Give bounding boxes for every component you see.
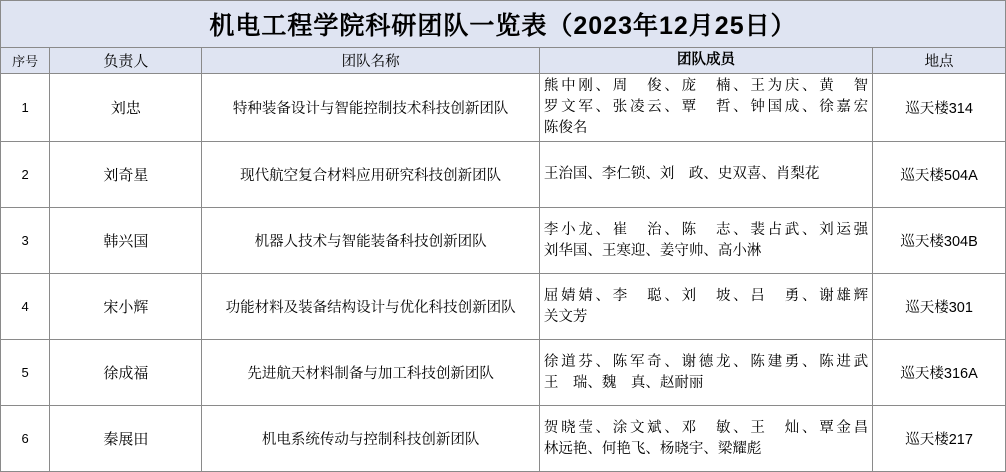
member-line: 李小龙、崔 治、陈 志、裴占武、刘运强 bbox=[543, 221, 869, 238]
cell-members bbox=[539, 340, 872, 406]
column-header-index: 序号 bbox=[1, 48, 50, 74]
cell-members bbox=[539, 74, 872, 142]
cell-team-name: 机电系统传动与控制科技创新团队 bbox=[202, 406, 540, 472]
cell-team-name: 机器人技术与智能装备科技创新团队 bbox=[202, 208, 540, 274]
member-line: 王 瑞、魏 真、赵耐丽 bbox=[543, 374, 704, 391]
column-header-leader: 负责人 bbox=[50, 48, 202, 74]
member-line: 林远艳、何艳飞、杨晓宇、梁耀彪 bbox=[543, 440, 762, 457]
cell-leader: 韩兴国 bbox=[50, 208, 202, 274]
cell-leader: 徐成福 bbox=[50, 340, 202, 406]
cell-location: 巡天楼314 bbox=[873, 74, 1006, 142]
table-row bbox=[1, 340, 1006, 406]
table-row bbox=[1, 142, 1006, 208]
member-line: 关文芳 bbox=[543, 308, 588, 325]
table-header bbox=[1, 48, 1006, 74]
document-title-bar bbox=[0, 0, 1006, 47]
cell-team-name: 功能材料及装备结构设计与优化科技创新团队 bbox=[202, 274, 540, 340]
member-line: 熊中刚、周 俊、庞 楠、王为庆、黄 智 bbox=[543, 78, 869, 95]
cell-location: 巡天楼316A bbox=[873, 340, 1006, 406]
cell-leader: 刘奇星 bbox=[50, 142, 202, 208]
cell-index: 4 bbox=[1, 274, 50, 340]
table-row bbox=[1, 274, 1006, 340]
cell-members bbox=[539, 406, 872, 472]
cell-members bbox=[539, 142, 872, 208]
cell-location: 巡天楼301 bbox=[873, 274, 1006, 340]
cell-index: 5 bbox=[1, 340, 50, 406]
member-line: 屈婧婧、李 聪、刘 坡、吕 勇、谢雄辉 bbox=[543, 287, 869, 304]
member-line: 贺晓莹、涂文斌、邓 敏、王 灿、覃金昌 bbox=[543, 419, 869, 436]
cell-location: 巡天楼217 bbox=[873, 406, 1006, 472]
cell-location: 巡天楼304B bbox=[873, 208, 1006, 274]
cell-team-name: 特种装备设计与智能控制技术科技创新团队 bbox=[202, 74, 540, 142]
research-teams-table bbox=[0, 47, 1006, 472]
cell-members bbox=[539, 274, 872, 340]
member-line: 刘华国、王寒迎、姜守帅、高小淋 bbox=[543, 242, 762, 259]
column-header-members: 团队成员 bbox=[539, 48, 872, 74]
table-row bbox=[1, 74, 1006, 142]
member-line: 徐道芬、陈军奇、谢德龙、陈建勇、陈进武 bbox=[543, 353, 869, 370]
table-header-row bbox=[1, 48, 1006, 74]
column-header-team-name: 团队名称 bbox=[202, 48, 540, 74]
cell-location: 巡天楼504A bbox=[873, 142, 1006, 208]
cell-leader: 刘忠 bbox=[50, 74, 202, 142]
cell-team-name: 先进航天材料制备与加工科技创新团队 bbox=[202, 340, 540, 406]
column-header-location: 地点 bbox=[873, 48, 1006, 74]
cell-leader: 宋小辉 bbox=[50, 274, 202, 340]
table-row bbox=[1, 406, 1006, 472]
table-body bbox=[1, 74, 1006, 472]
member-line: 罗文军、张凌云、覃 哲、钟国成、徐嘉宏 bbox=[543, 99, 869, 116]
cell-index: 3 bbox=[1, 208, 50, 274]
table-row bbox=[1, 208, 1006, 274]
cell-index: 1 bbox=[1, 74, 50, 142]
member-line: 王治国、李仁锁、刘 政、史双喜、肖梨花 bbox=[543, 166, 820, 183]
cell-leader: 秦展田 bbox=[50, 406, 202, 472]
cell-members bbox=[539, 208, 872, 274]
cell-index: 6 bbox=[1, 406, 50, 472]
member-line: 陈俊名 bbox=[543, 120, 588, 137]
cell-index: 2 bbox=[1, 142, 50, 208]
page-title: 机电工程学院科研团队一览表（2023年12月25日） bbox=[209, 12, 797, 40]
cell-team-name: 现代航空复合材料应用研究科技创新团队 bbox=[202, 142, 540, 208]
